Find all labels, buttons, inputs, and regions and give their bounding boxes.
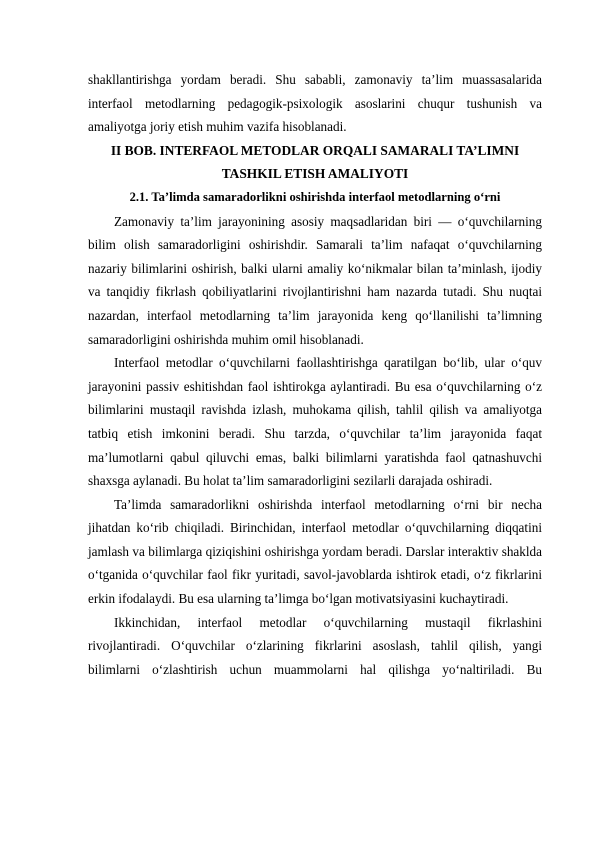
body-paragraph: Interfaol metodlar o‘quvchilarni faollashtirishga qaratilgan bo‘lib, ular o‘quv jarayonini passiv eshitishdan faol ishtirokga aylantiradi. Bu esa o‘quvchilarning o‘z bilimlarini mustaqil ravishda izlash, muhokama qilish, tahlil qilish va amaliyotga tatbiq etish imkonini beradi. Shu tarzda, o‘quvchilar ta’lim jarayonida faqat ma’lumotlarni qabul qiluvchi emas, balki bilimlarni yaratishda faol qatnashuvchi shaxsga aylanadi. Bu holat ta’lim samaradorligini sezilarli darajada oshiradi. [88,355,542,489]
body-paragraph: Zamonaviy ta’lim jarayonining asosiy maqsadlaridan biri — o‘quvchilarning bilim olish samaradorligini oshirishdir. Samarali ta’lim nafaqat o‘quvchilarning nazariy bilimlarini oshirish, balki ularni amaliy ko‘nikmalar bilan ta’minlash, ijodiy va tanqidiy fikrlash qobiliyatlarini rivojlantirishni ham nazarda tutadi. Shu nuqtai nazardan, interfaol metodlarning ta’lim jarayonida keng qo‘llanilishi ta’limning samaradorligini oshirishda muhim omil hisoblanadi. [88,213,542,347]
body-paragraph: Ta’limda samaradorlikni oshirishda interfaol metodlarning o‘rni bir necha jihatdan ko‘rib chiqiladi. Birinchidan, interfaol metodlar o‘quvchilarning diqqatini jamlash va bilimlarga qiziqishini oshirishga yordam beradi. Darslar interaktiv shaklda o‘tganida o‘quvchilar faol fikr yuritadi, savol-javoblarda ishtirok etadi, o‘z fikrlarini erkin ifodalaydi. Bu esa ularning ta’limga bo‘lgan motivatsiyasini kuchaytiradi. [88,496,542,607]
document-page [88,68,542,681]
body-paragraph-continued: Ikkinchidan, interfaol metodlar o‘quvchilarning mustaqil fikrlashini rivojlantiradi. O‘quvchilar o‘zlarining fikrlarini asoslash, tahlil qilish, yangi bilimlarni o‘zlashtirish uchun muammolarni hal qilishga yo‘naltiriladi. Bu [88,614,542,677]
section-title: 2.1. Ta’limda samaradorlikni oshirishda interfaol metodlarning o‘rni [129,189,501,204]
intro-paragraph: shakllantirishga yordam beradi. Shu sababli, zamonaviy ta’lim muassasalarida interfaol metodlarning pedagogik-psixologik asoslarini chuqur tushunish va amaliyotga joriy etish muhim vazifa hisoblanadi. [88,72,542,135]
chapter-title: II BOB. INTERFAOL METODLAR ORQALI SAMARALI TA’LIMNI TASHKIL ETISH AMALIYOTI [110,142,520,182]
